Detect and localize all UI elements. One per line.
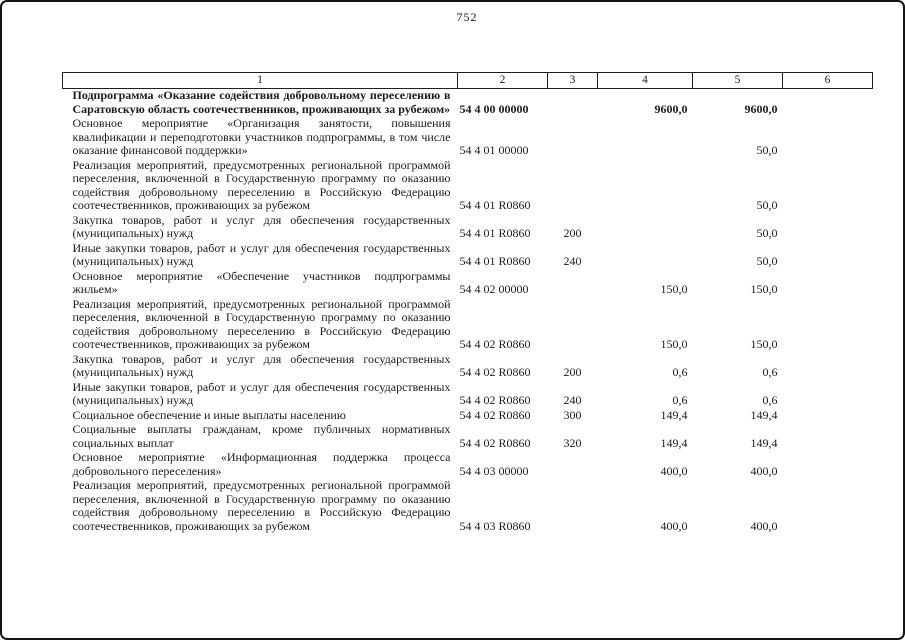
row-code: 54 4 03 00000 (459, 463, 529, 478)
budget-table (62, 72, 873, 534)
row-code: 54 4 02 R0860 (459, 435, 531, 450)
row-amount-col5: 0,6 (762, 365, 778, 379)
table-row (63, 353, 873, 381)
row-amount-col4: 400,0 (660, 463, 688, 478)
row-expense-type (548, 451, 598, 479)
row-col6 (783, 451, 873, 479)
budget-table-body (63, 89, 873, 535)
row-expense-type (548, 117, 598, 159)
column-header-4: 4 (598, 73, 693, 89)
row-name: Подпрограмма «Оказание содействия добровольному переселению в Саратовскую область соотечественников, проживающих за рубежом» (72, 88, 451, 116)
row-col6 (783, 89, 873, 118)
row-amount-col5: 9600,0 (744, 101, 778, 116)
row-name: Социальное обеспечение и иные выплаты населению (72, 407, 346, 422)
row-expense-type: 240 (563, 254, 582, 268)
table-row (63, 242, 873, 270)
row-name: Социальные выплаты гражданам, кроме публичных нормативных социальных выплат (72, 422, 451, 450)
row-col6 (783, 381, 873, 409)
row-name: Закупка товаров, работ и услуг для обеспечения государственных (муниципальных) нужд (72, 212, 451, 240)
column-header-2: 2 (458, 73, 548, 89)
table-row (63, 214, 873, 242)
row-name: Иные закупки товаров, работ и услуг для обеспечения государственных (муниципальных) нужд (72, 240, 451, 268)
row-name: Реализация мероприятий, предусмотренных региональной программой переселения, включенной в Государственную программу по оказанию содействия добровольному переселению в Российскую Федерацию соотечественников, проживающих за рубежом (72, 478, 451, 533)
row-col6 (783, 270, 873, 298)
row-col6 (783, 159, 873, 214)
column-header-5: 5 (693, 73, 783, 89)
row-code: 54 4 01 R0860 (459, 198, 531, 212)
row-expense-type: 320 (563, 435, 582, 450)
row-name: Основное мероприятие «Обеспечение участников подпрограммы жильем» (72, 268, 451, 296)
row-code: 54 4 02 R0860 (459, 365, 531, 379)
row-expense-type (548, 270, 598, 298)
row-amount-col4: 150,0 (660, 282, 688, 296)
column-header-1: 1 (63, 73, 458, 89)
header-row (63, 73, 873, 89)
row-amount-col4 (598, 214, 693, 242)
budget-table-header (63, 73, 873, 89)
row-code: 54 4 01 00000 (459, 143, 529, 157)
row-col6 (783, 409, 873, 424)
row-code: 54 4 02 R0860 (459, 393, 531, 407)
row-amount-col5: 0,6 (762, 393, 778, 407)
row-expense-type: 300 (563, 407, 582, 422)
row-col6 (783, 423, 873, 451)
row-col6 (783, 479, 873, 534)
row-amount-col5: 149,4 (750, 435, 778, 450)
row-code: 54 4 02 00000 (459, 282, 529, 296)
row-amount-col4 (598, 159, 693, 214)
row-amount-col4: 9600,0 (654, 101, 688, 116)
row-amount-col4: 149,4 (660, 407, 688, 422)
page-number: 752 (456, 10, 478, 24)
row-amount-col5: 400,0 (750, 518, 778, 533)
row-name: Закупка товаров, работ и услуг для обеспечения государственных (муниципальных) нужд (72, 351, 451, 379)
table-row (63, 270, 873, 298)
row-col6 (783, 298, 873, 353)
row-amount-col4 (598, 242, 693, 270)
row-code: 54 4 03 R0860 (459, 518, 531, 533)
row-amount-col5: 400,0 (750, 463, 778, 478)
row-col6 (783, 242, 873, 270)
row-amount-col5: 50,0 (756, 226, 778, 240)
row-expense-type: 200 (563, 226, 582, 240)
row-amount-col4: 0,6 (672, 393, 688, 407)
row-expense-type: 240 (563, 393, 582, 407)
row-amount-col5: 150,0 (750, 337, 778, 351)
row-amount-col4 (598, 117, 693, 159)
row-amount-col4: 400,0 (660, 518, 688, 533)
row-code: 54 4 00 00000 (459, 101, 529, 116)
row-expense-type (548, 159, 598, 214)
row-amount-col4: 149,4 (660, 435, 688, 450)
row-code: 54 4 01 R0860 (459, 254, 531, 268)
table-row (63, 409, 873, 424)
column-header-3: 3 (548, 73, 598, 89)
row-expense-type (548, 479, 598, 534)
row-name: Основное мероприятие «Информационная поддержка процесса добровольного переселения» (72, 450, 451, 478)
row-amount-col4: 150,0 (660, 337, 688, 351)
row-amount-col5: 150,0 (750, 282, 778, 296)
row-col6 (783, 117, 873, 159)
row-expense-type (548, 89, 598, 118)
table-row (63, 298, 873, 353)
column-header-6: 6 (783, 73, 873, 89)
row-name: Реализация мероприятий, предусмотренных региональной программой переселения, включенной в Государственную программу по оказанию содействия добровольному переселению в Российскую Федерацию соотечественников, проживающих за рубежом (72, 157, 451, 212)
row-name: Основное мероприятие «Организация занятости, повышения квалификации и переподготовки участников подпрограммы, в том числе оказание финансовой поддержки» (72, 116, 451, 157)
row-amount-col5: 50,0 (756, 254, 778, 268)
row-code: 54 4 01 R0860 (459, 226, 531, 240)
table-row (63, 381, 873, 409)
table-row (63, 117, 873, 159)
table-row (63, 479, 873, 534)
row-expense-type (548, 298, 598, 353)
row-amount-col5: 50,0 (756, 143, 778, 157)
row-name: Реализация мероприятий, предусмотренных региональной программой переселения, включенной в Государственную программу по оказанию содействия добровольному переселению в Российскую Федерацию соотечественников, проживающих за рубежом (72, 296, 451, 351)
table-row (63, 423, 873, 451)
table-row (63, 89, 873, 118)
row-name: Иные закупки товаров, работ и услуг для обеспечения государственных (муниципальных) нужд (72, 379, 451, 407)
row-code: 54 4 02 R0860 (459, 407, 531, 422)
row-amount-col5: 50,0 (756, 198, 778, 212)
row-amount-col4: 0,6 (672, 365, 688, 379)
row-expense-type: 200 (563, 365, 582, 379)
row-amount-col5: 149,4 (750, 407, 778, 422)
row-col6 (783, 214, 873, 242)
table-row (63, 451, 873, 479)
row-code: 54 4 02 R0860 (459, 337, 531, 351)
table-row (63, 159, 873, 214)
row-col6 (783, 353, 873, 381)
